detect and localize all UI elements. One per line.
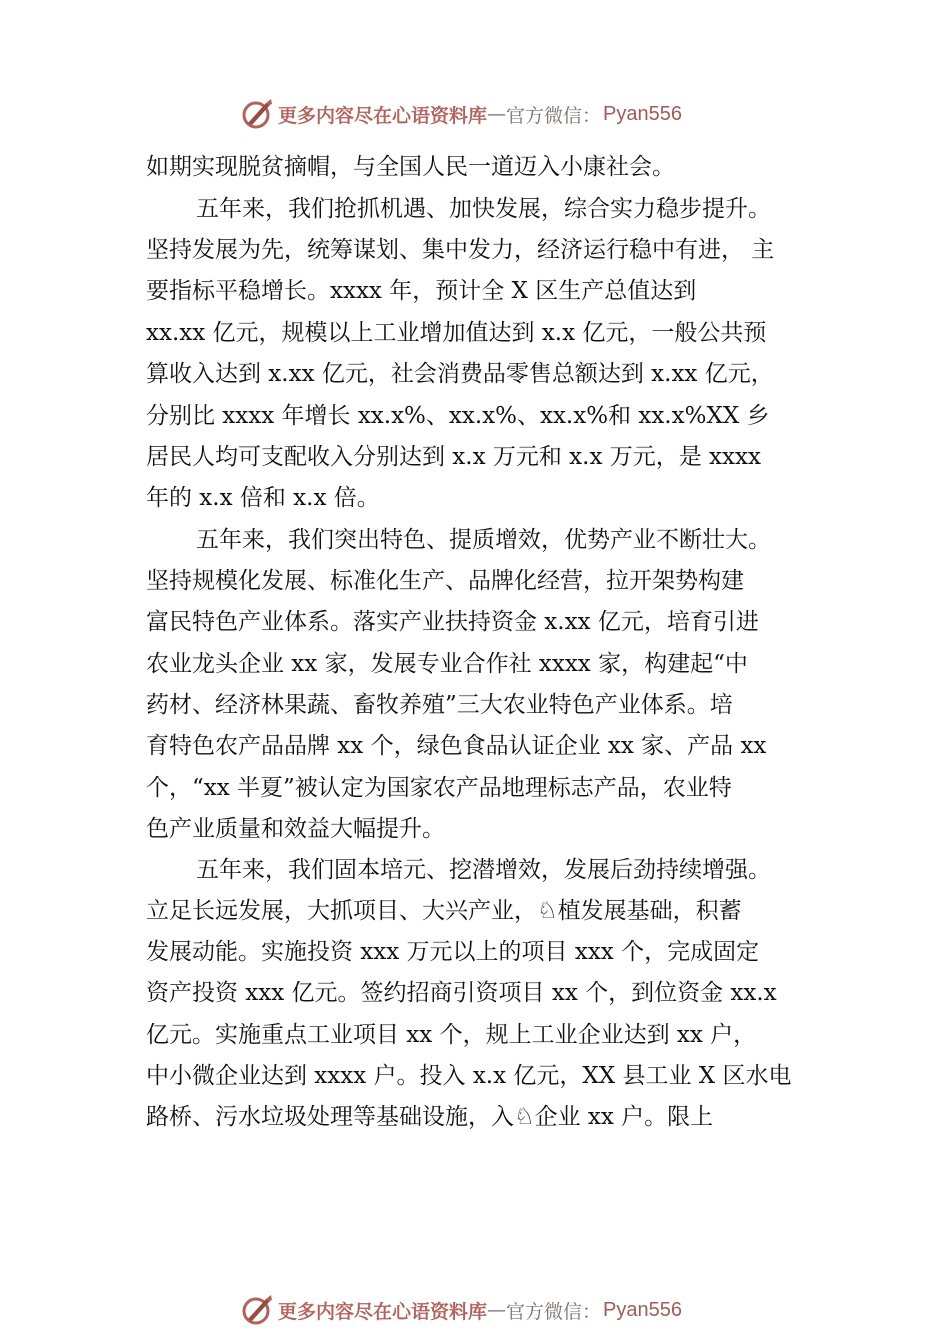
text-line: 要指标平稳增长。xxxx 年，预计全 X 区生产总值达到: [146, 278, 697, 304]
watermark-title: 更多内容尽在心语资料库: [278, 1300, 488, 1323]
text-line: 个，“xx 半夏”被认定为国家农产品地理标志产品，农业特: [146, 775, 732, 801]
text-line: 分别比 xxxx 年增长 xx.x%、xx.x%、xx.x%和 xx.x%XX 乡: [146, 403, 770, 429]
text-line: 居民人均可支配收入分别达到 x.x 万元和 x.x 万元，是 xxxx: [146, 444, 761, 470]
text-line: 坚持规模化发展、标准化生产、品牌化经营，拉开架势构建: [146, 568, 744, 594]
text-line: 亿元。实施重点工业项目 xx 个，规上工业企业达到 xx 户，: [146, 1022, 757, 1048]
text-line: 立足长远发展，大抓项目、大兴产业，♘植发展基础，积蓄: [146, 898, 742, 924]
paragraph-lead-line: 五年来，我们固本培元、挖潜增效，发展后劲持续增强。: [196, 857, 771, 883]
text-line: 药材、经济林果蔬、畜牧养殖”三大农业特色产业体系。培: [146, 692, 733, 718]
text-line: 中小微企业达到 xxxx 户。投入 x.x 亿元，XX 县工业 X 区水电: [146, 1063, 792, 1089]
watermark-title: 更多内容尽在心语资料库: [278, 104, 488, 127]
text-line: 发展动能。实施投资 xxx 万元以上的项目 xxx 个，完成固定: [146, 939, 760, 965]
text-line: 如期实现脱贫摘帽，与全国人民一道迈入小康社会。: [146, 154, 675, 180]
text-line: 算收入达到 x.xx 亿元，社会消费品零售总额达到 x.xx 亿元，: [146, 361, 774, 387]
watermark-wechat-label: 官方微信：: [506, 104, 602, 127]
text-line: 资产投资 xxx 亿元。签约招商引资项目 xx 个，到位资金 xx.x: [146, 980, 777, 1006]
text-line: 路桥、污水垃圾处理等基础设施，入♘企业 xx 户。限上: [146, 1104, 714, 1130]
watermark-wechat-id: Pyan556: [603, 1298, 682, 1321]
text-line: xx.xx 亿元，规模以上工业增加值达到 x.x 亿元，一般公共预: [146, 320, 767, 346]
pen-logo-icon: [240, 97, 274, 131]
pen-logo-icon: [240, 1293, 274, 1327]
text-line: 富民特色产业体系。落实产业扶持资金 x.xx 亿元，培育引进: [146, 609, 759, 635]
watermark-wechat-id: Pyan556: [603, 102, 682, 125]
text-line: 农业龙头企业 xx 家，发展专业合作社 xxxx 家，构建起“中: [146, 651, 748, 677]
watermark-dash: —: [487, 103, 507, 125]
paragraph-lead-line: 五年来，我们突出特色、提质增效，优势产业不断壮大。: [196, 527, 771, 553]
text-line: 育特色农产品品牌 xx 个，绿色食品认证企业 xx 家、产品 xx: [146, 733, 767, 759]
paragraph-lead-line: 五年来，我们抢抓机遇、加快发展，综合实力稳步提升。: [196, 196, 771, 222]
watermark-dash: —: [487, 1299, 507, 1321]
text-line: 坚持发展为先，统筹谋划、集中发力，经济运行稳中有进， 主: [146, 237, 775, 263]
watermark-footer: [240, 1292, 682, 1328]
text-line: 色产业质量和效益大幅提升。: [146, 816, 445, 842]
text-line: 年的 x.x 倍和 x.x 倍。: [146, 485, 380, 511]
watermark-header: [240, 96, 682, 132]
watermark-wechat-label: 官方微信：: [506, 1300, 602, 1323]
